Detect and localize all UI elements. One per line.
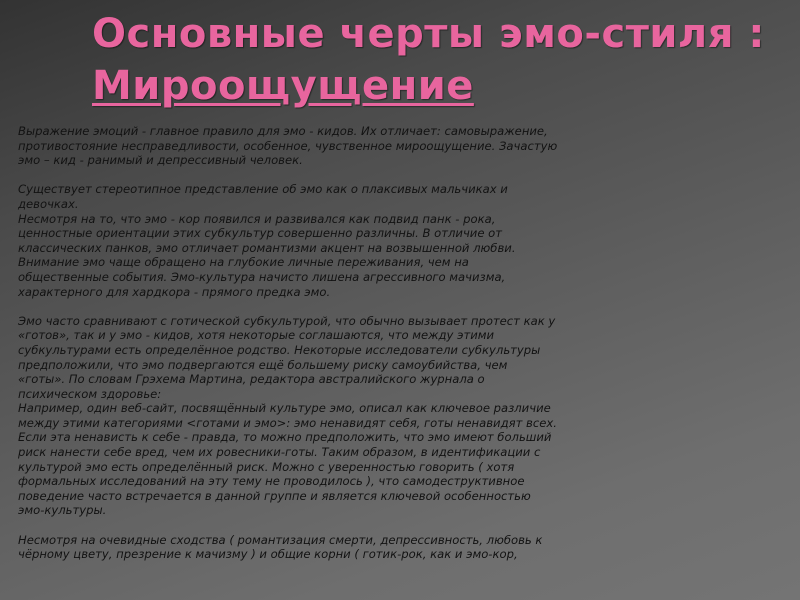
paragraph [18, 533, 642, 562]
text-line: характерного для хардкора - прямого предка эмо. [18, 284, 331, 299]
text-line: Эмо часто сравнивают с готической субкультурой, что обычно вызывает протест как у [18, 313, 556, 328]
text-line: классических панков, эмо отличает романтизми акцент на возвышенной любви. [18, 240, 516, 255]
title-main: Основные черты эмо-стиля : [92, 11, 765, 57]
text-line: Внимание эмо чаще обращено на глубокие личные переживания, чем на [18, 255, 469, 270]
text-line: между этими категориями <готами и эмо>: эмо ненавидят себя, готы ненавидят всех. [18, 415, 557, 430]
text-line: общественные события. Эмо-культура начисто лишена агрессивного мачизма, [18, 269, 506, 284]
paragraph [18, 182, 642, 299]
text-line: Несмотря на то, что эмо - кор появился и развивался как подвид панк - рока, [18, 211, 496, 226]
text-line: эмо – кид - ранимый и депрессивный человек. [18, 153, 303, 168]
text-line: противостояние несправедливости, особенное, чувственное мироощущение. Зачастую [18, 138, 558, 153]
text-line: Несмотря на очевидные сходства ( романтизация смерти, депрессивность, любовь к [18, 532, 543, 547]
text-line: Например, один веб-сайт, посвящённый культуре эмо, описал как ключевое различие [18, 401, 551, 416]
text-line: Существует стереотипное представление об эмо как о плаксивых мальчиках и [18, 182, 508, 197]
text-line: «готов», так и у эмо - кидов, хотя некоторые соглашаются, что между этими [18, 328, 495, 343]
text-line: психическом здоровье: [18, 386, 162, 401]
text-line: культурой эмо есть определённый риск. Можно с уверенностью говорить ( хотя [18, 459, 515, 474]
paragraph [18, 314, 642, 518]
text-line: ценностные ориентации этих субкультур совершенно различны. В отличие от [18, 226, 502, 241]
text-line: формальных исследований на эту тему не проводилось ), что самодеструктивное [18, 474, 525, 489]
text-line: девочках. [18, 196, 79, 211]
paragraph [18, 124, 642, 168]
text-line: поведение часто встречается в данной группе и является ключевой особенностью [18, 488, 531, 503]
text-line: предположили, что эмо подвергаются ещё большему риску самоубийства, чем [18, 357, 508, 372]
text-line: чёрному цвету, презрение к мачизму ) и общие корни ( готик-рок, как и эмо-кор, [18, 547, 518, 562]
body-text [18, 124, 642, 576]
text-line: субкультурами есть определённое родство. Некоторые исследователи субкультуры [18, 342, 541, 357]
text-line: Выражение эмоций - главное правило для эмо - кидов. Их отличает: самовыражение, [18, 124, 548, 138]
text-line: риск нанести себе вред, чем их ровесники-готы. Таким образом, в идентификации с [18, 445, 541, 460]
text-line: «готы». По словам Грэхема Мартина, редактора австралийского журнала о [18, 372, 485, 387]
title-subtitle: Мироощущение [92, 63, 474, 109]
text-line: Если эта ненависть к себе - правда, то можно предположить, что эмо имеют больший [18, 430, 552, 445]
text-line: эмо-культуры. [18, 503, 107, 518]
slide-title [92, 8, 782, 112]
